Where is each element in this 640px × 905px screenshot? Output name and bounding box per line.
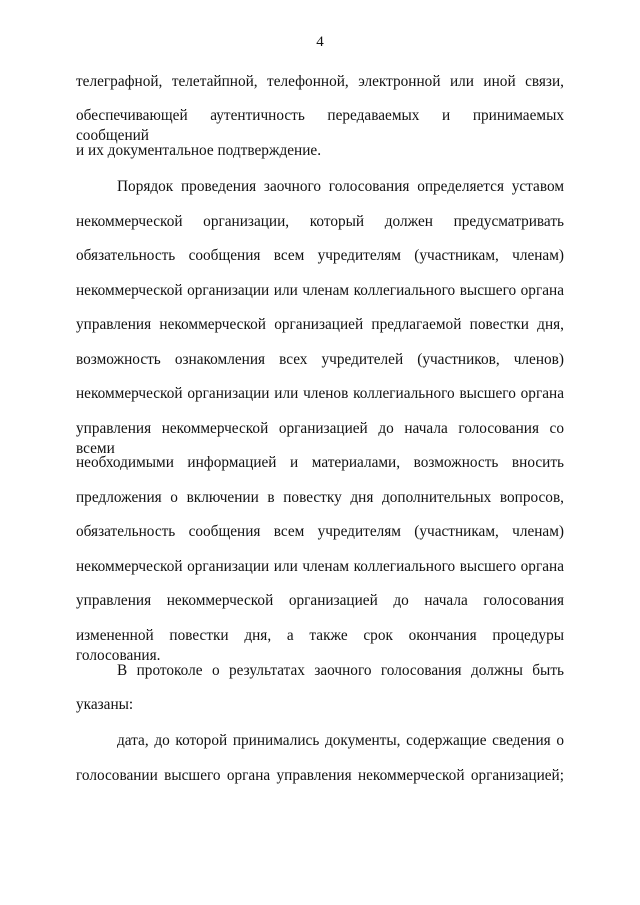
text-line: необходимыми информацией и материалами, возможность вносить — [76, 454, 564, 471]
text-line: обязательность сообщения всем учредителям (участникам, членам) — [76, 523, 564, 540]
text-line: управления некоммерческой организацией предлагаемой повестки дня, — [76, 316, 564, 333]
text-line: управления некоммерческой организацией до начала голосования — [76, 592, 564, 609]
text-line: некоммерческой организации, который должен предусматривать — [76, 213, 564, 230]
text-line: измененной повестки дня, а также срок окончания процедуры голосования. — [76, 627, 564, 664]
text-line: некоммерческой организации или членам коллегиального высшего органа — [76, 282, 564, 299]
text-line: предложения о включении в повестку дня дополнительных вопросов, — [76, 489, 564, 506]
text-line: некоммерческой организации или членов коллегиального высшего органа — [76, 385, 564, 402]
text-line: телеграфной, телетайпной, телефонной, электронной или иной связи, — [76, 73, 564, 90]
text-line: указаны: — [76, 696, 134, 713]
text-line: возможность ознакомления всех учредителей (участников, членов) — [76, 351, 564, 368]
text-line: В протоколе о результатах заочного голосования должны быть — [117, 662, 564, 679]
text-line: голосовании высшего органа управления некоммерческой организацией; — [76, 767, 564, 784]
page-number: 4 — [316, 34, 324, 50]
text-line: обеспечивающей аутентичность передаваемых и принимаемых сообщений — [76, 107, 564, 144]
text-line: некоммерческой организации или членам коллегиального высшего органа — [76, 558, 564, 575]
text-line: дата, до которой принимались документы, содержащие сведения о — [117, 732, 564, 749]
text-line: обязательность сообщения всем учредителям (участникам, членам) — [76, 247, 564, 264]
text-line: управления некоммерческой организацией до начала голосования со всеми — [76, 420, 564, 457]
text-line: и их документальное подтверждение. — [76, 142, 322, 159]
text-line: Порядок проведения заочного голосования определяется уставом — [117, 178, 564, 195]
